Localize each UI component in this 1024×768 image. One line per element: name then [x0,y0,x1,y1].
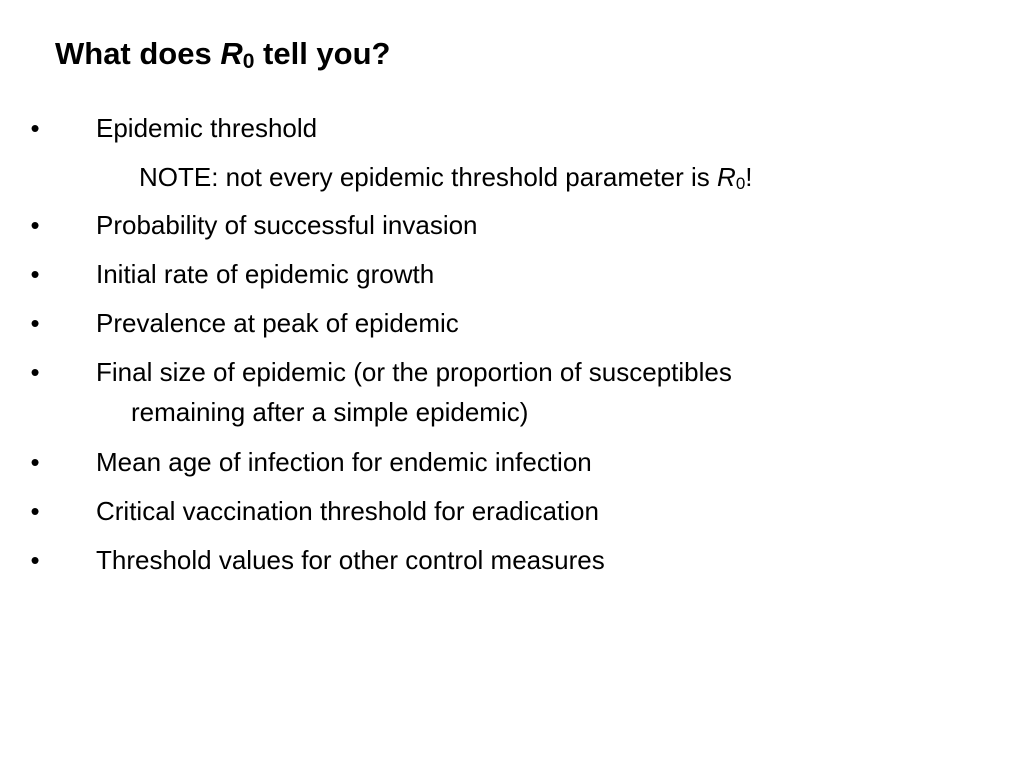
list-item-text: Probability of successful invasion [96,210,478,240]
title-subscript: 0 [242,50,255,73]
note-variable: R [717,162,736,192]
list-item-continuation: remaining after a simple epidemic) [131,397,529,427]
bullet-icon: • [30,357,40,387]
bullet-icon: • [30,210,40,240]
note-suffix: ! [745,162,753,192]
list-item-text: Mean age of infection for endemic infection [96,447,592,477]
note-line [139,160,753,194]
bullet-icon: • [30,447,40,477]
note-prefix: NOTE: not every epidemic threshold parameter is [139,162,718,192]
list-item-text: Initial rate of epidemic growth [96,259,435,289]
note-subscript: 0 [735,174,746,193]
title-suffix: tell you? [254,36,391,71]
list-item-text: Threshold values for other control measures [96,545,605,575]
title-prefix: What does [55,36,221,71]
bullet-icon: • [30,545,40,575]
list-item-text: Prevalence at peak of epidemic [96,308,459,338]
bullet-icon: • [30,113,40,143]
bullet-icon: • [30,496,40,526]
slide-title [55,30,391,78]
list-item-text: Final size of epidemic (or the proportion of susceptibles [96,357,732,387]
title-variable: R [220,36,243,71]
list-item-text: Critical vaccination threshold for eradication [96,496,599,526]
bullet-icon: • [30,308,40,338]
bullet-icon: • [30,259,40,289]
list-item-text: Epidemic threshold [96,113,318,143]
